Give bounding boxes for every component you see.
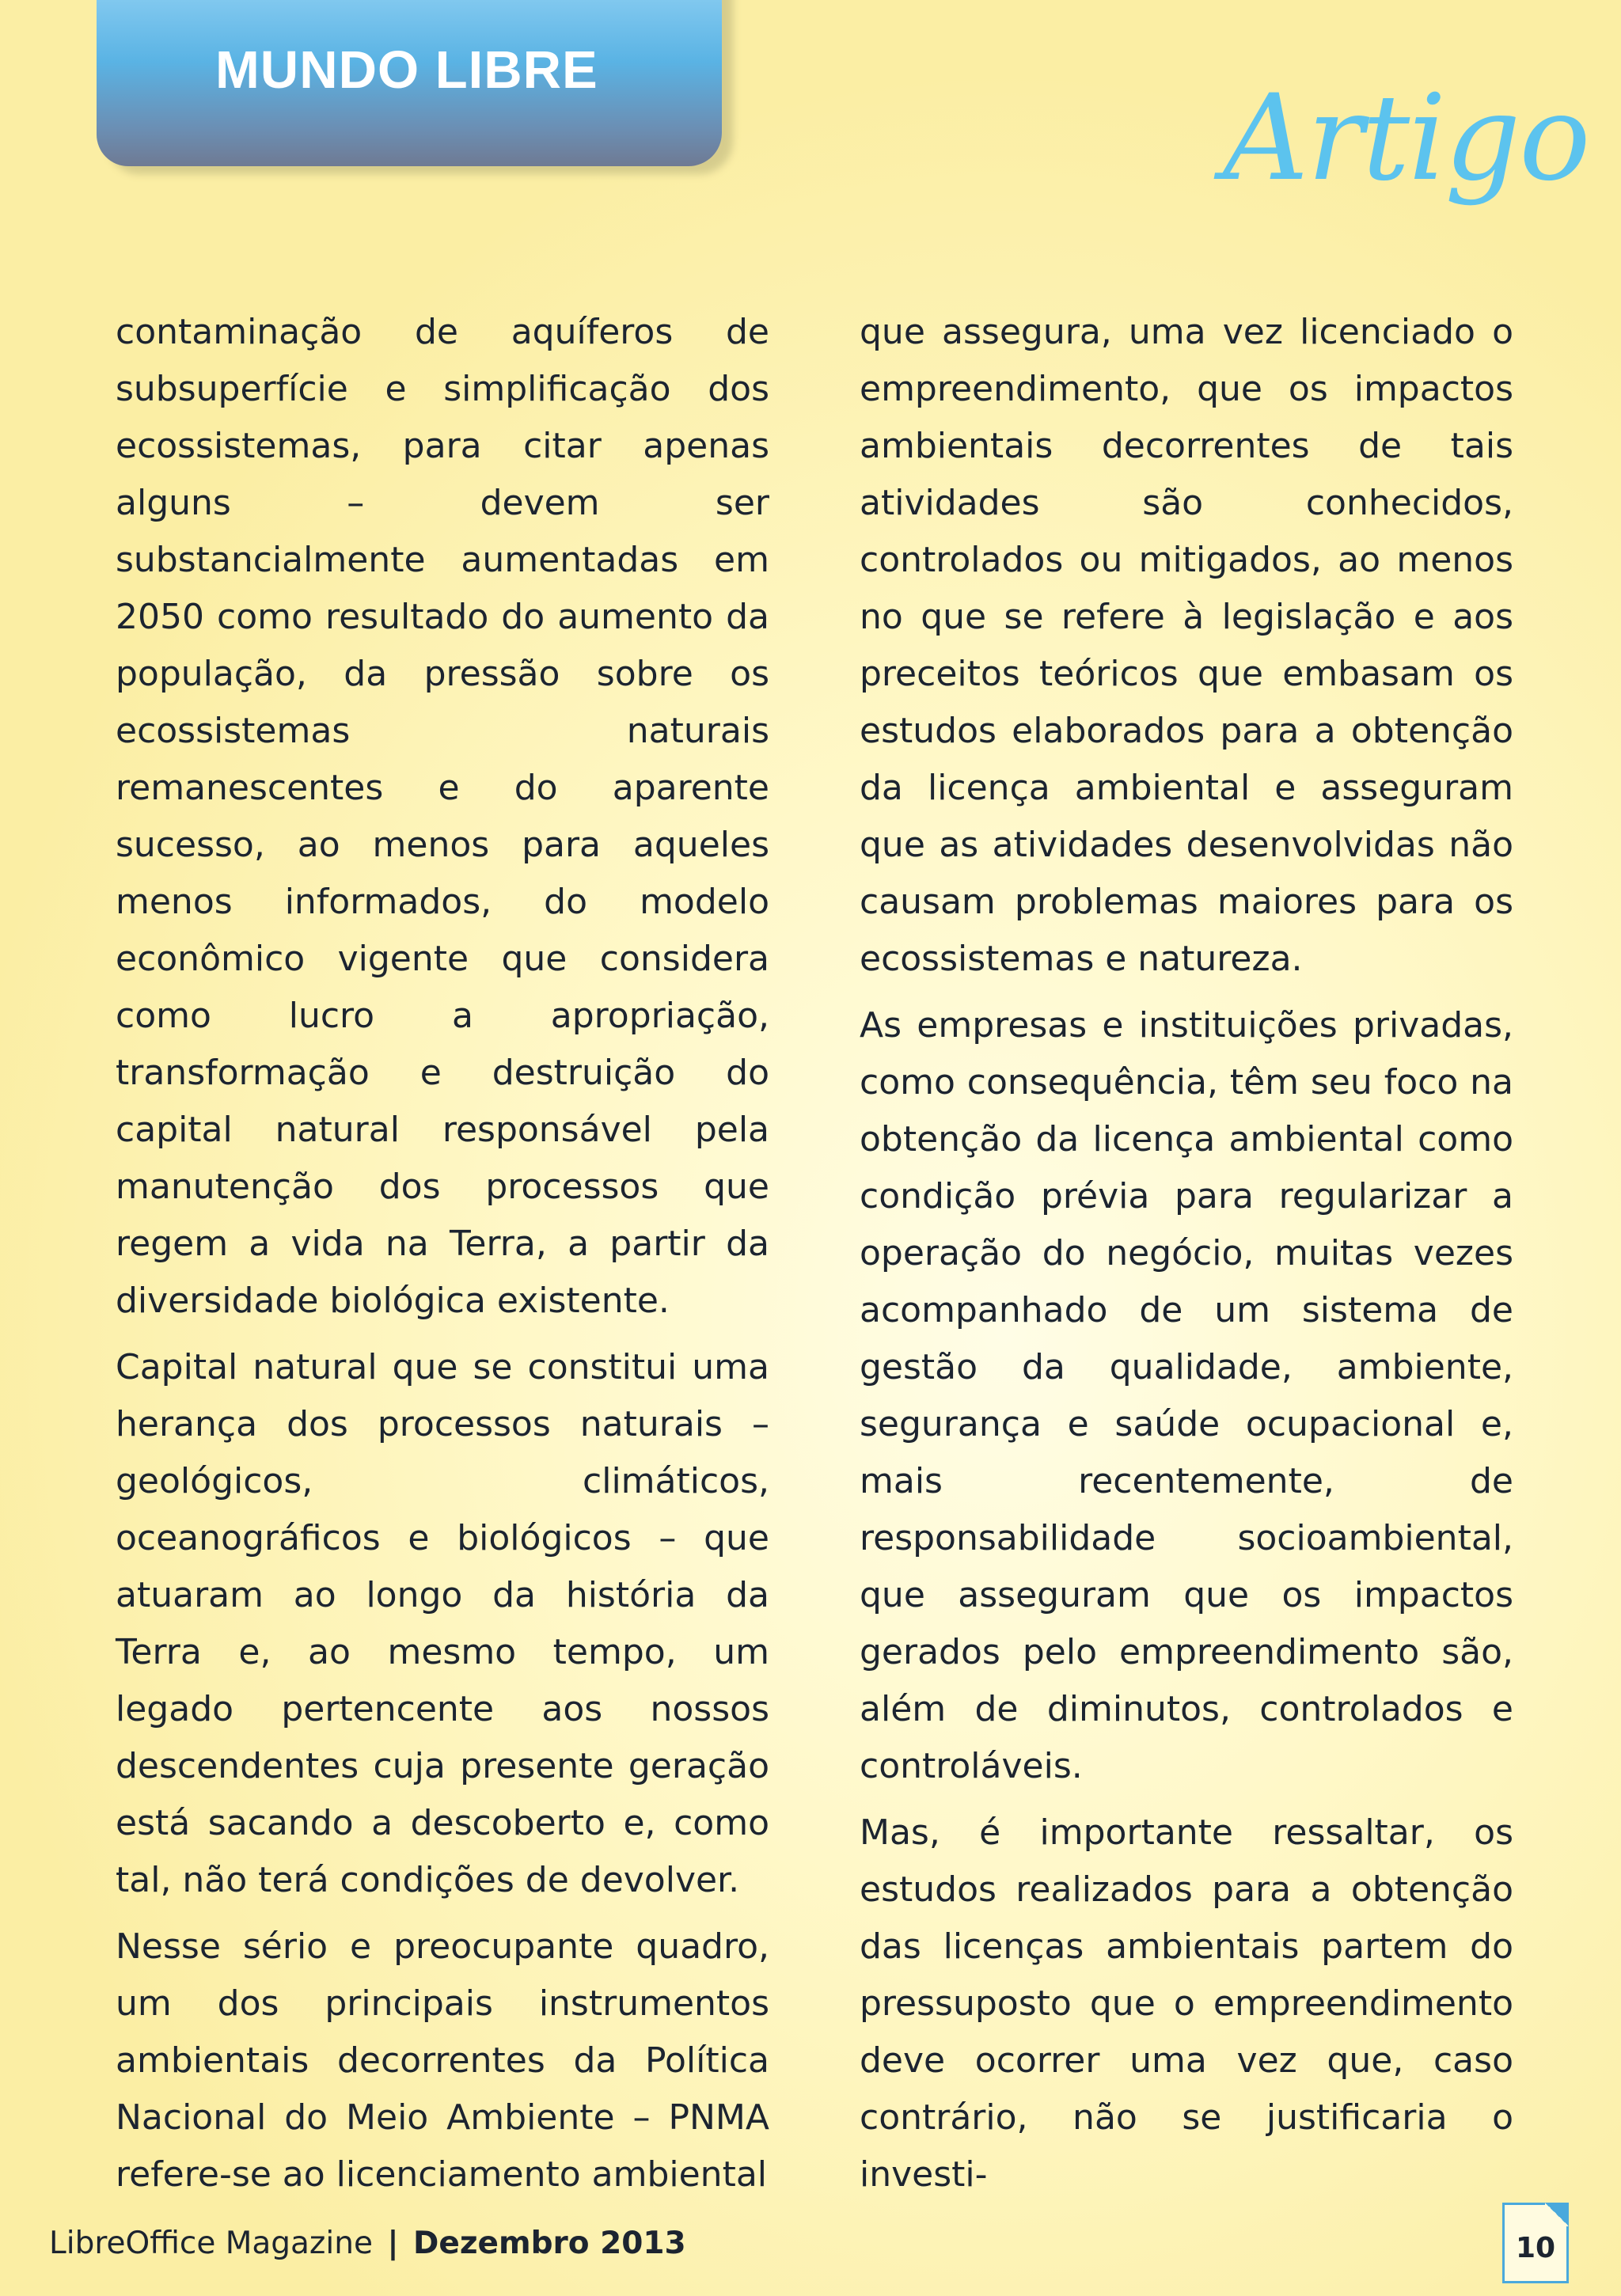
section-label: Artigo	[1223, 70, 1589, 207]
article-right-column	[860, 304, 1513, 2213]
page-number: 10	[1515, 2232, 1556, 2264]
paragraph: contaminação de aquíferos de subsuperfície e simplificação dos ecossistemas, para citar apenas alguns – devem ser substancialmente aumentadas em 2050 como resultado do aumento da população, da pressão sobre os ecossistemas naturais remanescentes e do aparente sucesso, ao menos para aqueles menos informados, do modelo econômico vigente que considera como lucro a apropriação, transformação e destruição do capital natural responsável pela manutenção dos processos que regem a vida na Terra, a partir da diversidade biológica existente.	[116, 312, 769, 1321]
magazine-name: LibreOffice Magazine	[49, 2226, 373, 2261]
paragraph: As empresas e instituições privadas, como consequência, têm seu foco na obtenção da licença ambiental como condição prévia para regularizar a operação do negócio, muitas vezes acompanhado de um sistema de gestão da qualidade, ambiente, segurança e saúde ocupacional e, mais recentemente, de responsabilidade socioambiental, que asseguram que os impactos gerados pelo empreendimento são, além de diminutos, controlados e controláveis.	[860, 1005, 1513, 1786]
issue-date: Dezembro 2013	[413, 2226, 686, 2261]
page-number-box	[1502, 2203, 1569, 2283]
paragraph: Capital natural que se constitui uma herança dos processos naturais – geológicos, climáticos, oceanográficos e biológicos – que atuaram ao longo da história da Terra e, ao mesmo tempo, um legado pertencente aos nossos descendentes cuja presente geração está sacando a descoberto e, como tal, não terá condições de devolver.	[116, 1347, 769, 1900]
section-tab	[97, 0, 722, 166]
footer-separator: |	[387, 2226, 399, 2261]
paragraph: que assegura, uma vez licenciado o empreendimento, que os impactos ambientais decorrentes de tais atividades são conhecidos, controlados ou mitigados, ao menos no que se refere à legislação e aos preceitos teóricos que embasam os estudos elaborados para a obtenção da licença ambiental e asseguram que as atividades desenvolvidas não causam problemas maiores para os ecossistemas e natureza.	[860, 312, 1513, 979]
section-tab-title: MUNDO LIBRE	[215, 40, 598, 100]
article-left-column	[116, 304, 769, 2213]
paragraph: Mas, é importante ressaltar, os estudos realizados para a obtenção das licenças ambientais partem do pressuposto que o empreendimento deve ocorrer uma vez que, caso contrário, não se justificaria o investi-	[860, 1812, 1513, 2195]
page-corner-icon	[1545, 2203, 1569, 2226]
footer	[49, 2226, 686, 2261]
paragraph: Nesse sério e preocupante quadro, um dos principais instrumentos ambientais decorrentes da Política Nacional do Meio Ambiente – PNMA refere-se ao licenciamento ambiental	[116, 1926, 769, 2195]
